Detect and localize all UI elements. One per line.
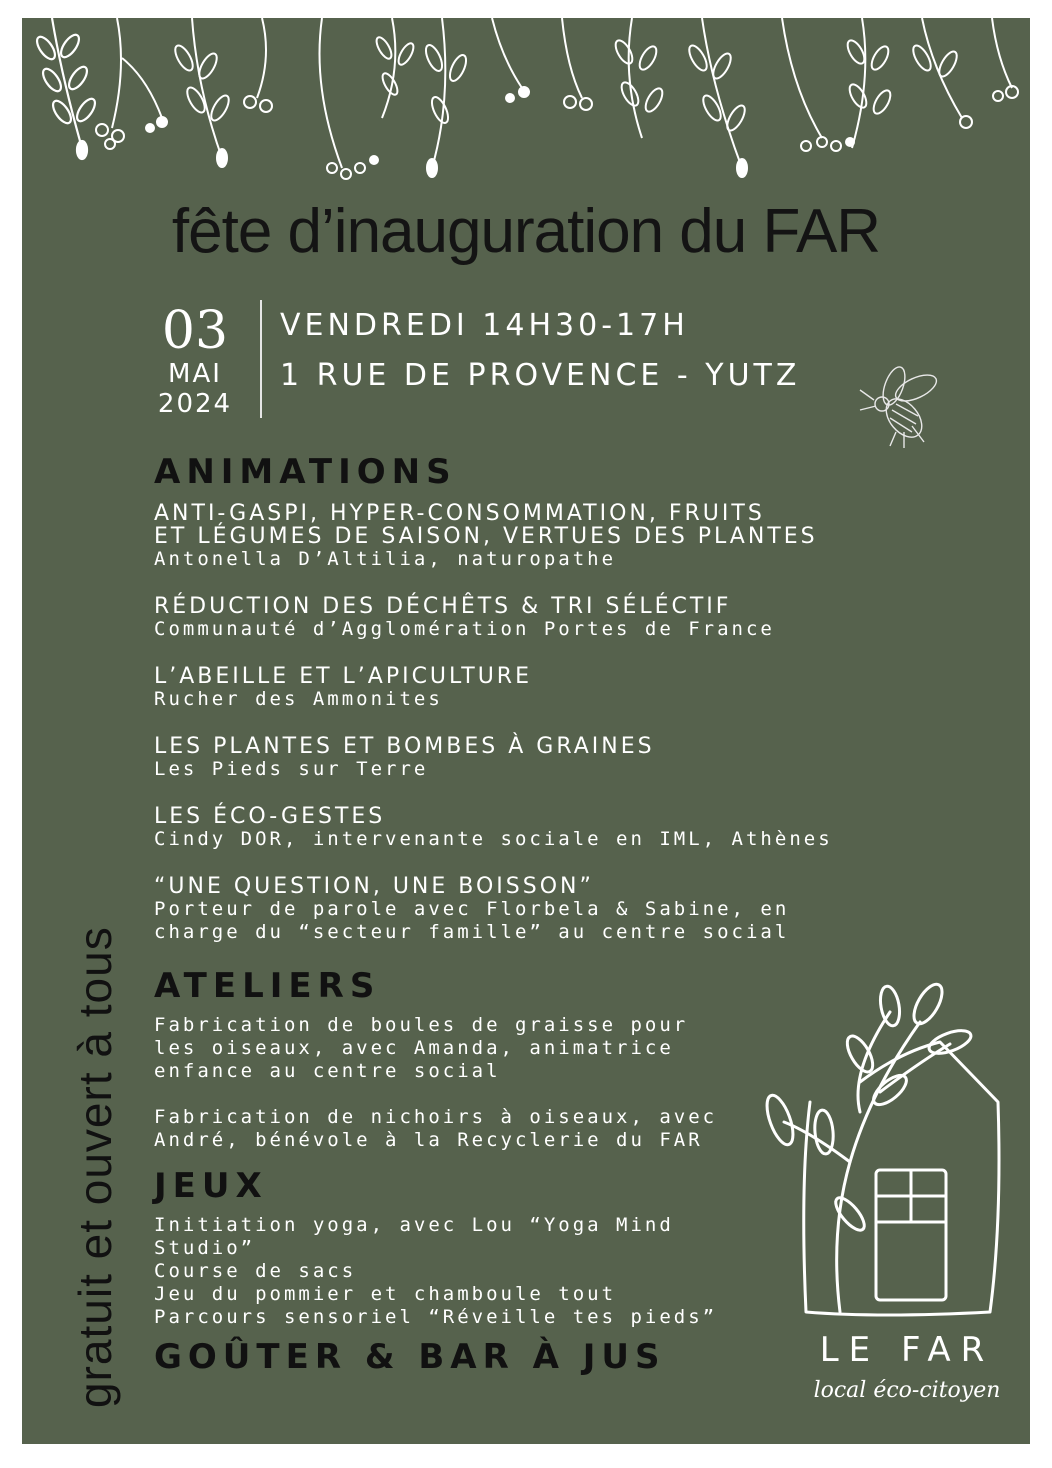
- animation-item-host: Rucher des Ammonites: [154, 688, 443, 710]
- animation-item: [154, 595, 974, 641]
- animation-item: [154, 665, 974, 711]
- animation-item-host: Antonella D’Altilia, naturopathe: [154, 548, 617, 570]
- animation-item: [154, 875, 974, 944]
- animation-item: [154, 805, 974, 851]
- date-year: 2024: [157, 389, 233, 419]
- atelier-item: Fabrication de boules de graisse pour les oiseaux, avec Amanda, animatrice enfance au centre social: [154, 1014, 689, 1082]
- jeux-item: Parcours sensoriel “Réveille tes pieds”: [154, 1306, 718, 1328]
- section-heading-animations: ANIMATIONS: [154, 452, 457, 492]
- atelier-item: Fabrication de nichoirs à oiseaux, avec André, bénévole à la Recyclerie du FAR: [154, 1106, 718, 1151]
- animation-item: [154, 502, 974, 571]
- event-time: VENDREDI 14H30-17H: [280, 308, 689, 343]
- animation-item-title: LES ÉCO-GESTES: [154, 804, 386, 829]
- section-heading-ateliers: ATELIERS: [154, 966, 381, 1006]
- animation-item-host: Les Pieds sur Terre: [154, 758, 429, 780]
- bee-icon: [854, 366, 954, 450]
- logo-name: LE FAR: [819, 1330, 995, 1370]
- section-heading-gouter: GOÛTER & BAR À JUS: [154, 1337, 666, 1377]
- animation-item-title: LES PLANTES ET BOMBES À GRAINES: [154, 734, 655, 759]
- date-divider: [260, 300, 262, 418]
- event-address: 1 RUE DE PROVENCE - YUTZ: [280, 358, 801, 393]
- animation-item-title: “UNE QUESTION, UNE BOISSON”: [154, 874, 594, 899]
- house-plant-icon: [740, 982, 1020, 1332]
- side-tagline: gratuit et ouvert à tous: [69, 926, 121, 1408]
- animation-item-title: ANTI-GASPI, HYPER-CONSOMMATION, FRUITS ET LÉGUMES DE SAISON, VERTUES DES PLANTES: [154, 501, 818, 549]
- jeux-item: Jeu du pommier et chamboule tout: [154, 1283, 617, 1305]
- animation-item-title: RÉDUCTION DES DÉCHÊTS & TRI SÉLÉCTIF: [154, 594, 732, 619]
- section-heading-jeux: JEUX: [154, 1166, 268, 1206]
- animation-item-host: Cindy DOR, intervenante sociale en IML, Athènes: [154, 828, 833, 850]
- animation-item: [154, 735, 974, 781]
- date-day: 03: [161, 301, 229, 361]
- jeux-item: Course de sacs: [154, 1260, 357, 1282]
- animation-item-host: Porteur de parole avec Florbela & Sabine, en charge du “secteur famille” au centre social: [154, 898, 790, 943]
- page-title: fête d’inauguration du FAR: [171, 197, 881, 266]
- jeux-item: Initiation yoga, avec Lou “Yoga Mind Studio”: [154, 1214, 674, 1259]
- poster: [22, 18, 1030, 1444]
- foliage-decoration-icon: [22, 18, 1030, 188]
- date-block: [140, 303, 250, 419]
- animation-item-title: L’ABEILLE ET L’APICULTURE: [154, 664, 532, 689]
- date-month: MAI: [168, 359, 222, 389]
- animation-item-host: Communauté d’Agglomération Portes de France: [154, 618, 775, 640]
- logo-tagline: local éco-citoyen: [813, 1378, 1001, 1403]
